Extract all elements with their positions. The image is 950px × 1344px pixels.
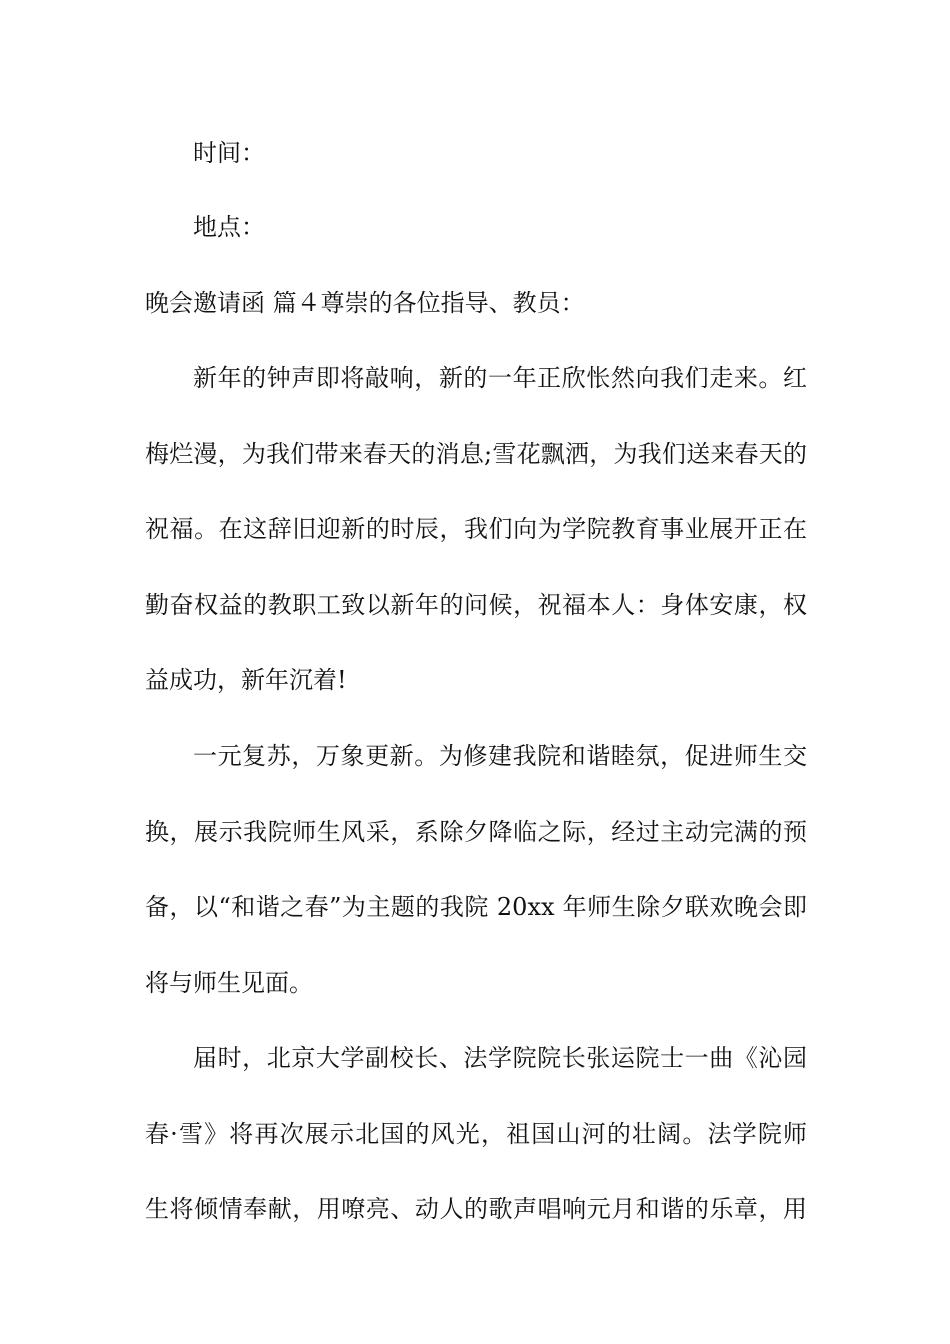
paragraph-line: 将与师生见面。 [145, 968, 313, 997]
paragraph-line: 届时，北京大学副校长、法学院院长张运院士一曲《沁园 [193, 1044, 807, 1072]
paragraph-line: 生将倾情奉献，用嘹亮、动人的歌声唱响元月和谐的乐章，用 [145, 1195, 807, 1223]
paragraph-line: 备，以“和谐之春”为主题的我院 20xx 年师生除夕联欢晚会即 [145, 893, 807, 921]
invitation-heading [145, 266, 807, 342]
place-label: 地点： [193, 213, 265, 241]
place-line [145, 190, 807, 266]
paragraph-2 [145, 719, 807, 1021]
paragraph-3 [145, 1021, 807, 1248]
time-label: 时间： [193, 139, 265, 167]
paragraph-line: 勤奋权益的教职工致以新年的问候，祝福本人：身体安康，权 [145, 590, 807, 619]
paragraph-line: 春·雪》将再次展示北国的风光，祖国山河的壮阔。法学院师 [145, 1119, 807, 1148]
paragraph-line: 一元复苏，万象更新。为修建我院和谐睦氛，促进师生交 [193, 742, 807, 770]
paragraph-line: 益成功，新年沉着! [145, 666, 347, 694]
paragraph-line: 换，展示我院师生风采，系除夕降临之际，经过主动完满的预 [145, 817, 807, 846]
paragraph-1 [145, 341, 807, 719]
heading-text: 晚会邀请函 篇４尊崇的各位指导、教员： [145, 289, 585, 317]
paragraph-line: 祝福。在这辞旧迎新的时辰，我们向为学院教育事业展开正在 [145, 515, 807, 543]
time-line [145, 116, 807, 192]
paragraph-line: 新年的钟声即将敲响，新的一年正欣怅然向我们走来。红 [193, 364, 807, 392]
paragraph-line: 梅烂漫，为我们带来春天的消息;雪花飘洒，为我们送来春天的 [145, 439, 807, 468]
